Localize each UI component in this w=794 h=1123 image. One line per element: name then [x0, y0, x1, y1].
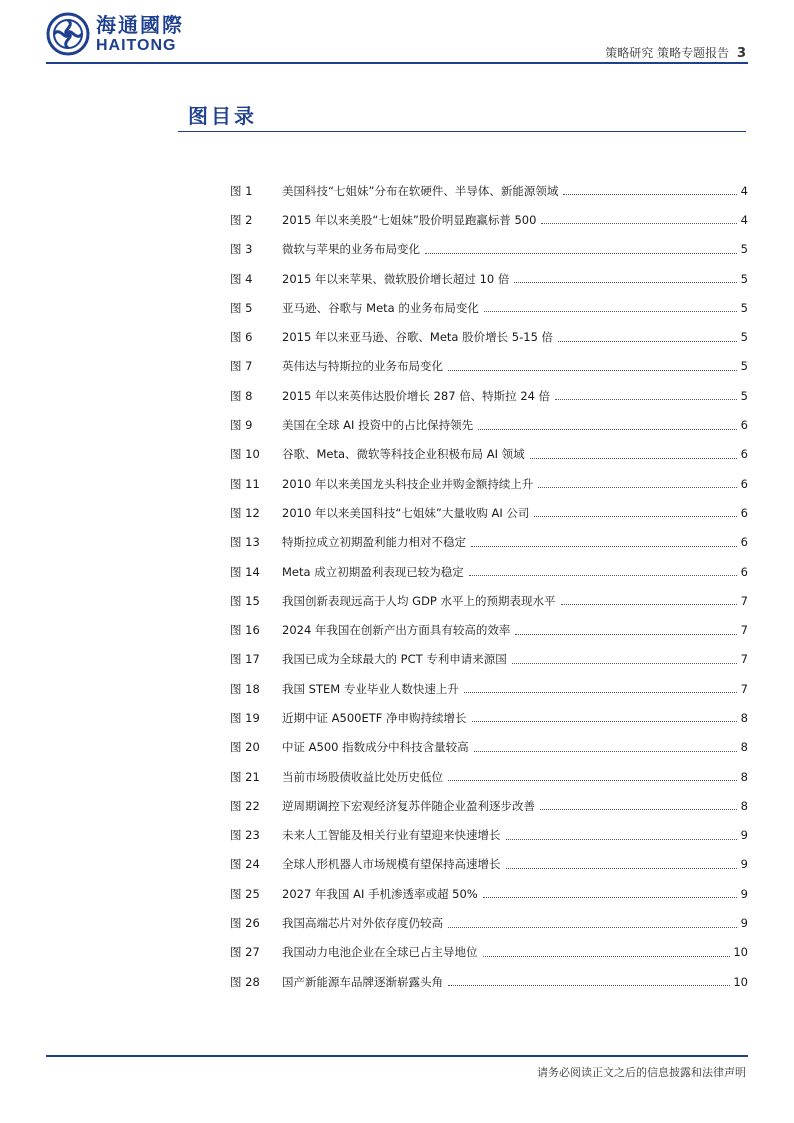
- toc-entry-page: 9: [740, 857, 748, 872]
- logo-chinese-name: 海通國際: [96, 12, 184, 37]
- toc-entry[interactable]: [230, 381, 748, 410]
- toc-leader-dots: [484, 311, 737, 312]
- logo-english-name: HAITONG: [96, 36, 177, 54]
- toc-leader-dots: [478, 429, 737, 430]
- toc-entry-page: 10: [733, 945, 748, 960]
- toc-entry-number: 图 20: [230, 740, 260, 755]
- toc-entry[interactable]: [230, 615, 748, 644]
- toc-entry-number: 图 9: [230, 418, 253, 433]
- toc-entry-title: 我国动力电池企业在全球已占主导地位: [282, 945, 478, 960]
- figure-toc-list: [230, 176, 748, 996]
- toc-entry-page: 4: [740, 212, 748, 227]
- toc-title-divider: [178, 131, 746, 132]
- toc-entry-page: 6: [740, 447, 748, 462]
- toc-entry-title: Meta 成立初期盈利表现已较为稳定: [282, 564, 464, 579]
- haitong-logo: [46, 12, 184, 56]
- toc-entry-number: 图 7: [230, 359, 253, 374]
- toc-entry-page: 9: [740, 828, 748, 843]
- toc-leader-dots: [558, 341, 737, 342]
- toc-entry-title: 英伟达与特斯拉的业务布局变化: [282, 359, 443, 374]
- toc-entry-title: 2015 年以来苹果、微软股价增长超过 10 倍: [282, 271, 510, 286]
- toc-leader-dots: [471, 546, 737, 547]
- toc-entry[interactable]: [230, 879, 748, 908]
- toc-entry-page: 10: [733, 974, 748, 989]
- toc-leader-dots: [448, 780, 737, 781]
- toc-leader-dots: [469, 575, 737, 576]
- toc-entry-page: 5: [740, 242, 748, 257]
- toc-leader-dots: [563, 194, 737, 195]
- toc-entry-title: 2015 年以来英伟达股价增长 287 倍、特斯拉 24 倍: [282, 388, 551, 403]
- header-section-info: [605, 44, 746, 61]
- toc-leader-dots: [512, 663, 737, 664]
- toc-entry-page: 6: [740, 564, 748, 579]
- toc-entry-number: 图 17: [230, 652, 260, 667]
- toc-leader-dots: [448, 370, 737, 371]
- toc-entry-title: 逆周期调控下宏观经济复苏伴随企业盈利逐步改善: [282, 798, 535, 813]
- toc-entry[interactable]: [230, 293, 748, 322]
- toc-entry-number: 图 27: [230, 945, 260, 960]
- header-divider: [46, 62, 748, 64]
- toc-entry-page: 7: [740, 623, 748, 638]
- toc-entry-title: 我国创新表现远高于人均 GDP 水平上的预期表现水平: [282, 593, 556, 608]
- toc-entry[interactable]: [230, 586, 748, 615]
- toc-entry-page: 5: [740, 359, 748, 374]
- toc-entry-number: 图 19: [230, 710, 260, 725]
- toc-entry-number: 图 8: [230, 388, 253, 403]
- toc-entry-number: 图 3: [230, 242, 253, 257]
- toc-entry-title: 美国科技“七姐妹”分布在软硬件、半导体、新能源领域: [282, 183, 559, 198]
- toc-entry[interactable]: [230, 938, 748, 967]
- toc-entry-number: 图 13: [230, 535, 260, 550]
- toc-entry[interactable]: [230, 352, 748, 381]
- toc-entry-page: 4: [740, 183, 748, 198]
- toc-entry-title: 国产新能源车品牌逐渐崭露头角: [282, 974, 443, 989]
- toc-entry[interactable]: [230, 850, 748, 879]
- toc-entry-title: 近期中证 A500ETF 净申购持续增长: [282, 710, 467, 725]
- toc-entry-page: 8: [740, 798, 748, 813]
- toc-entry-title: 美国在全球 AI 投资中的占比保持领先: [282, 418, 474, 433]
- toc-entry-title: 中证 A500 指数成分中科技含量较高: [282, 740, 469, 755]
- toc-entry-title: 我国高端芯片对外依存度仍较高: [282, 916, 443, 931]
- toc-entry-number: 图 25: [230, 886, 260, 901]
- toc-entry-page: 6: [740, 418, 748, 433]
- toc-entry-number: 图 14: [230, 564, 260, 579]
- toc-leader-dots: [483, 897, 737, 898]
- toc-entry-title: 未来人工智能及相关行业有望迎来快速增长: [282, 828, 501, 843]
- toc-entry-page: 7: [740, 652, 748, 667]
- toc-entry[interactable]: [230, 498, 748, 527]
- toc-entry-title: 谷歌、Meta、微软等科技企业积极布局 AI 领域: [282, 447, 525, 462]
- toc-entry-title: 2024 年我国在创新产出方面具有较高的效率: [282, 623, 511, 638]
- toc-entry-number: 图 22: [230, 798, 260, 813]
- toc-entry-number: 图 12: [230, 505, 260, 520]
- toc-entry[interactable]: [230, 791, 748, 820]
- toc-entry-page: 5: [740, 271, 748, 286]
- toc-entry-page: 8: [740, 769, 748, 784]
- toc-entry-page: 6: [740, 476, 748, 491]
- toc-entry-number: 图 4: [230, 271, 253, 286]
- toc-leader-dots: [464, 692, 737, 693]
- toc-entry[interactable]: [230, 762, 748, 791]
- toc-leader-dots: [540, 809, 737, 810]
- toc-entry[interactable]: [230, 322, 748, 351]
- toc-entry-page: 9: [740, 886, 748, 901]
- toc-leader-dots: [506, 868, 738, 869]
- toc-entry-page: 5: [740, 300, 748, 315]
- toc-entry[interactable]: [230, 645, 748, 674]
- toc-entry-page: 8: [740, 710, 748, 725]
- toc-entry[interactable]: [230, 205, 748, 234]
- haitong-emblem-icon: [46, 12, 90, 56]
- toc-entry-title: 全球人形机器人市场规模有望保持高速增长: [282, 857, 501, 872]
- toc-entry-title: 亚马逊、谷歌与 Meta 的业务布局变化: [282, 300, 479, 315]
- toc-entry[interactable]: [230, 235, 748, 264]
- toc-leader-dots: [506, 839, 738, 840]
- toc-entry-page: 7: [740, 593, 748, 608]
- footer-disclaimer: 请务必阅读正文之后的信息披露和法律声明: [537, 1066, 746, 1079]
- toc-entry-page: 6: [740, 535, 748, 550]
- toc-entry-number: 图 28: [230, 974, 260, 989]
- toc-leader-dots: [472, 721, 737, 722]
- toc-entry-title: 2015 年以来亚马逊、谷歌、Meta 股价增长 5-15 倍: [282, 330, 554, 345]
- toc-entry-number: 图 6: [230, 330, 253, 345]
- toc-entry[interactable]: [230, 410, 748, 439]
- footer-divider: [46, 1055, 748, 1057]
- toc-entry-number: 图 24: [230, 857, 260, 872]
- toc-entry-number: 图 26: [230, 916, 260, 931]
- toc-leader-dots: [483, 956, 731, 957]
- report-section: 策略研究 策略专题报告: [605, 46, 730, 60]
- toc-entry-number: 图 21: [230, 769, 260, 784]
- toc-entry-title: 2010 年以来美国龙头科技企业并购金额持续上升: [282, 476, 534, 491]
- toc-leader-dots: [474, 751, 737, 752]
- toc-entry[interactable]: [230, 469, 748, 498]
- toc-leader-dots: [561, 604, 737, 605]
- toc-entry-title: 微软与苹果的业务布局变化: [282, 242, 420, 257]
- toc-entry-title: 我国 STEM 专业毕业人数快速上升: [282, 681, 459, 696]
- toc-entry-page: 5: [740, 388, 748, 403]
- toc-entry[interactable]: [230, 908, 748, 937]
- toc-entry-title: 特斯拉成立初期盈利能力相对不稳定: [282, 535, 466, 550]
- toc-entry-number: 图 1: [230, 183, 253, 198]
- toc-entry-number: 图 23: [230, 828, 260, 843]
- toc-entry[interactable]: [230, 733, 748, 762]
- toc-entry[interactable]: [230, 176, 748, 205]
- toc-entry-page: 8: [740, 740, 748, 755]
- toc-entry-page: 5: [740, 330, 748, 345]
- toc-leader-dots: [530, 458, 737, 459]
- toc-leader-dots: [534, 516, 737, 517]
- toc-leader-dots: [514, 282, 737, 283]
- toc-entry-number: 图 18: [230, 681, 260, 696]
- toc-entry[interactable]: [230, 674, 748, 703]
- toc-leader-dots: [448, 927, 737, 928]
- toc-entry[interactable]: [230, 440, 748, 469]
- toc-entry[interactable]: [230, 528, 748, 557]
- toc-entry-number: 图 15: [230, 593, 260, 608]
- toc-entry-page: 7: [740, 681, 748, 696]
- toc-entry-number: 图 11: [230, 476, 260, 491]
- toc-entry-page: 9: [740, 916, 748, 931]
- toc-entry[interactable]: [230, 703, 748, 732]
- toc-entry[interactable]: [230, 264, 748, 293]
- toc-entry-title: 我国已成为全球最大的 PCT 专利申请来源国: [282, 652, 507, 667]
- toc-entry-title: 2010 年以来美国科技“七姐妹”大量收购 AI 公司: [282, 505, 530, 520]
- toc-leader-dots: [541, 223, 737, 224]
- toc-entry-page: 6: [740, 505, 748, 520]
- toc-entry-title: 2015 年以来美股“七姐妹”股价明显跑赢标普 500: [282, 212, 537, 227]
- toc-leader-dots: [538, 487, 737, 488]
- toc-entry-title: 2027 年我国 AI 手机渗透率或超 50%: [282, 886, 478, 901]
- toc-entry-number: 图 10: [230, 447, 260, 462]
- toc-entry-title: 当前市场股债收益比处历史低位: [282, 769, 443, 784]
- toc-entry[interactable]: [230, 967, 748, 996]
- toc-entry-number: 图 5: [230, 300, 253, 315]
- toc-leader-dots: [448, 985, 730, 986]
- toc-entry-number: 图 16: [230, 623, 260, 638]
- toc-entry-number: 图 2: [230, 212, 253, 227]
- toc-title: 图目录: [188, 104, 257, 128]
- toc-leader-dots: [515, 634, 737, 635]
- toc-leader-dots: [425, 253, 737, 254]
- toc-leader-dots: [555, 399, 737, 400]
- toc-entry[interactable]: [230, 557, 748, 586]
- page-number: 3: [736, 46, 746, 61]
- toc-entry[interactable]: [230, 821, 748, 850]
